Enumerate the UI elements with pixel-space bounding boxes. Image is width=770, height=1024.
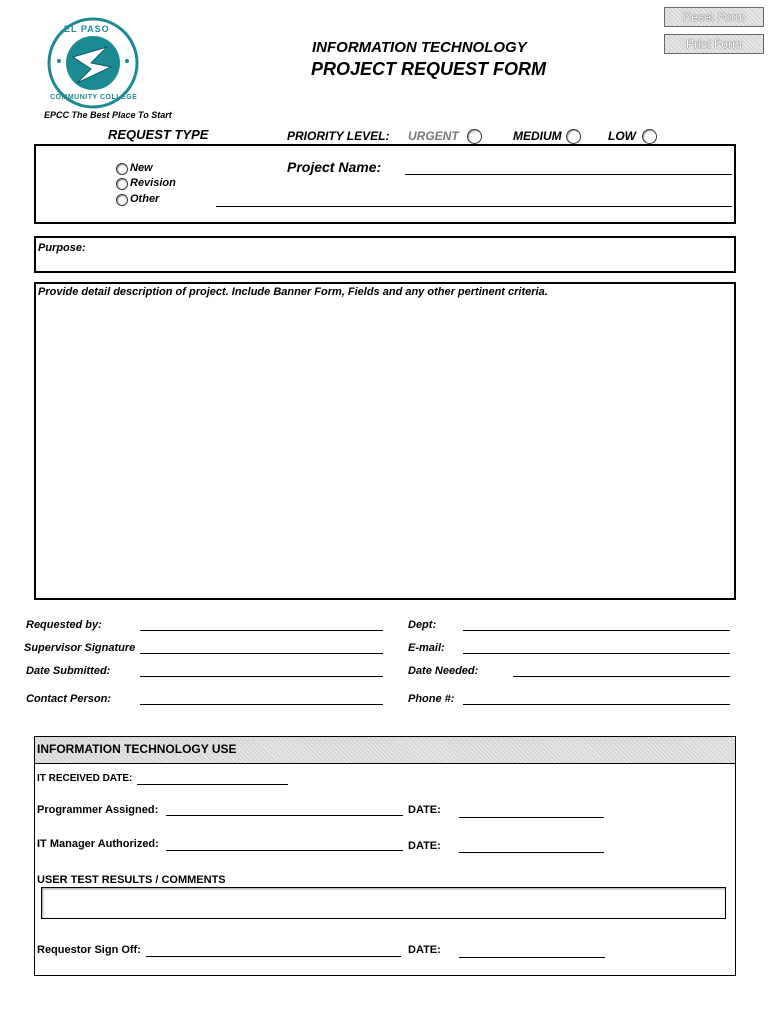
signoff-field[interactable]	[146, 956, 401, 957]
logo-top-text: EL PASO	[64, 24, 110, 34]
project-name-label: Project Name:	[287, 159, 382, 175]
reset-form-button[interactable]: Reset Form	[664, 7, 764, 27]
contact-person-field[interactable]	[140, 704, 383, 705]
date-submitted-label: Date Submitted:	[26, 665, 111, 677]
it-received-field[interactable]	[137, 784, 288, 785]
priority-low-radio[interactable]	[642, 129, 657, 144]
signoff-date-label: DATE:	[408, 944, 441, 956]
signoff-date-field[interactable]	[459, 957, 605, 958]
purpose-label: Purpose:	[38, 242, 86, 254]
it-received-label: IT RECEIVED DATE:	[37, 773, 133, 784]
request-type-label: REQUEST TYPE	[108, 127, 209, 142]
test-results-label: USER TEST RESULTS / COMMENTS	[37, 874, 226, 886]
manager-date-label: DATE:	[408, 840, 441, 852]
priority-label: PRIORITY LEVEL:	[287, 129, 390, 143]
requested-by-field[interactable]	[140, 630, 383, 631]
phone-label: Phone #:	[408, 693, 455, 705]
email-field[interactable]	[463, 653, 730, 654]
priority-urgent-radio[interactable]	[467, 129, 482, 144]
manager-label: IT Manager Authorized:	[37, 838, 159, 850]
it-use-section	[34, 736, 736, 976]
manager-date-field[interactable]	[459, 852, 604, 853]
programmer-field[interactable]	[166, 815, 403, 816]
programmer-date-label: DATE:	[408, 804, 441, 816]
description-field[interactable]	[34, 282, 736, 600]
tagline: EPCC The Best Place To Start	[44, 110, 172, 120]
signoff-label: Requestor Sign Off:	[37, 944, 141, 956]
programmer-label: Programmer Assigned:	[37, 804, 159, 816]
print-form-button[interactable]: Print Form	[664, 34, 764, 54]
project-name-field[interactable]	[405, 174, 732, 175]
request-new-radio[interactable]	[116, 163, 128, 175]
priority-urgent-label: URGENT	[408, 129, 459, 143]
date-needed-label: Date Needed:	[408, 665, 479, 677]
date-needed-field[interactable]	[513, 676, 730, 677]
supervisor-field[interactable]	[140, 653, 383, 654]
request-revision-radio[interactable]	[116, 178, 128, 190]
request-other-label: Other	[130, 193, 160, 205]
priority-medium-radio[interactable]	[566, 129, 581, 144]
priority-low-label: LOW	[608, 129, 636, 143]
project-name-field-line2[interactable]	[216, 206, 732, 207]
phone-field[interactable]	[463, 704, 730, 705]
request-other-radio[interactable]	[116, 194, 128, 206]
description-label: Provide detail description of project. Include Banner Form, Fields and any other pertinent criteria.	[38, 286, 548, 298]
email-label: E-mail:	[408, 642, 445, 654]
request-revision-label: Revision	[130, 177, 176, 189]
dept-label: Dept:	[408, 619, 437, 631]
test-results-field[interactable]	[41, 887, 726, 919]
purpose-field[interactable]	[34, 236, 736, 273]
manager-field[interactable]	[166, 850, 403, 851]
header-line1: INFORMATION TECHNOLOGY	[312, 39, 527, 56]
requested-by-label: Requested by:	[26, 619, 102, 631]
it-use-title: INFORMATION TECHNOLOGY USE	[37, 742, 237, 756]
logo-bottom-text: COMMUNITY COLLEGE	[50, 94, 138, 101]
request-new-label: New	[130, 162, 153, 174]
supervisor-label: Supervisor Signature	[24, 642, 136, 654]
page-title: PROJECT REQUEST FORM	[311, 59, 547, 79]
priority-medium-label: MEDIUM	[513, 129, 562, 143]
programmer-date-field[interactable]	[459, 817, 604, 818]
date-submitted-field[interactable]	[140, 676, 383, 677]
dept-field[interactable]	[463, 630, 730, 631]
contact-person-label: Contact Person:	[26, 693, 111, 705]
